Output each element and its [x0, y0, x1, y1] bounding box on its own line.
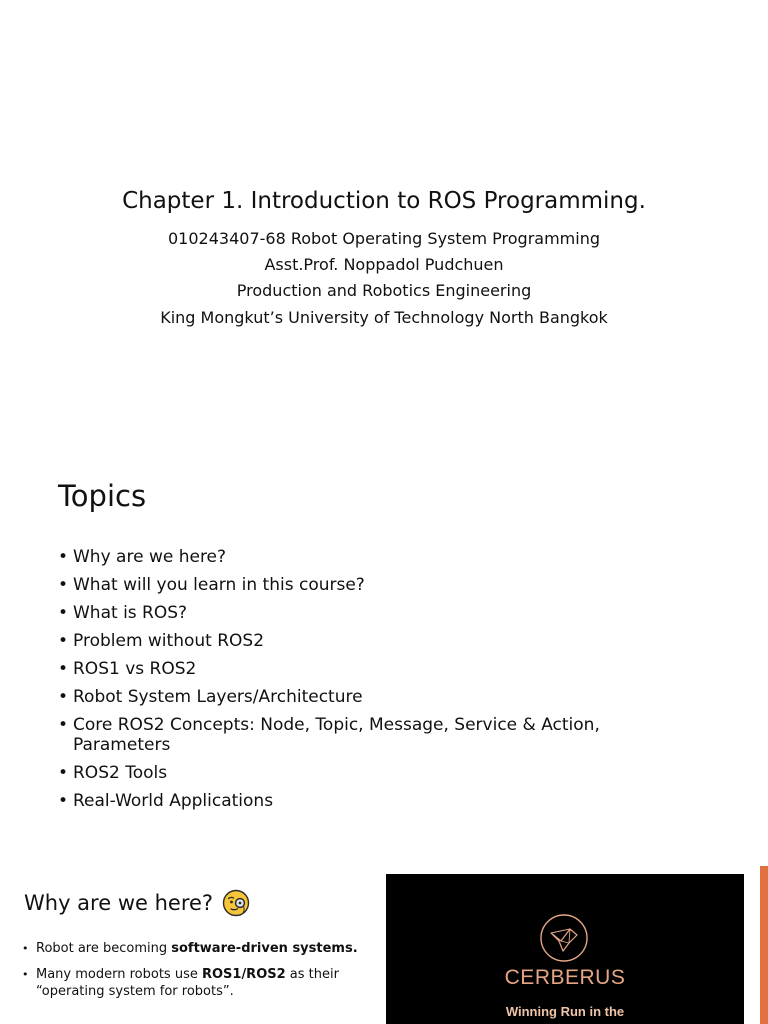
- list-item: • Many modern robots use ROS1/ROS2 as their “operating system for robots”.: [22, 967, 339, 999]
- accent-bar: [760, 866, 768, 1024]
- bullet-icon: •: [58, 603, 69, 623]
- bullet-icon: •: [58, 547, 69, 567]
- why-heading: [24, 888, 250, 918]
- bullet-icon: •: [58, 631, 69, 651]
- list-item: • Core ROS2 Concepts: Node, Topic, Message, Service & Action, Parameters: [58, 715, 600, 755]
- topics-slide: [0, 430, 768, 850]
- course-code-line: 010243407-68 Robot Operating System Programming: [168, 229, 600, 248]
- why-slide: [0, 866, 768, 1024]
- bullet-icon: •: [58, 791, 69, 811]
- topics-heading: Topics: [58, 479, 147, 513]
- list-item: • What is ROS?: [58, 603, 188, 623]
- cerberus-logo-icon: [539, 913, 589, 963]
- why-list: [22, 940, 362, 1009]
- bullet-icon: •: [58, 687, 69, 707]
- list-item: • Why are we here?: [58, 547, 227, 567]
- university-line: King Mongkut’s University of Technology North Bangkok: [160, 307, 608, 327]
- list-item: • What will you learn in this course?: [58, 575, 365, 595]
- brand-name: CERBERUS: [504, 966, 626, 989]
- monocle-face-icon: [222, 889, 250, 917]
- bullet-icon: •: [58, 659, 69, 679]
- bullet-icon: •: [22, 942, 29, 955]
- list-item: • ROS2 Tools: [58, 763, 168, 783]
- list-item: • ROS1 vs ROS2: [58, 659, 197, 679]
- list-item: • Problem without ROS2: [58, 631, 265, 651]
- slide-title: Chapter 1. Introduction to ROS Programming.: [122, 188, 646, 214]
- why-heading-text: Why are we here?: [24, 891, 214, 915]
- video-caption: Winning Run in the: [505, 1004, 625, 1019]
- list-item: • Real-World Applications: [58, 791, 274, 811]
- bullet-icon: •: [58, 763, 69, 783]
- bullet-icon: •: [22, 968, 29, 981]
- list-item: • Robot System Layers/Architecture: [58, 687, 363, 707]
- list-item: • Robot are becoming software-driven systems.: [22, 941, 358, 956]
- department-line: Production and Robotics Engineering: [236, 281, 532, 301]
- title-slide: [0, 0, 768, 430]
- bullet-icon: •: [58, 715, 69, 735]
- video-thumbnail[interactable]: [386, 874, 744, 1024]
- bullet-icon: •: [58, 575, 69, 595]
- instructor-line: Asst.Prof. Noppadol Pudchuen: [264, 255, 504, 275]
- topics-list: [58, 547, 698, 819]
- slide-subtitle: [0, 226, 768, 331]
